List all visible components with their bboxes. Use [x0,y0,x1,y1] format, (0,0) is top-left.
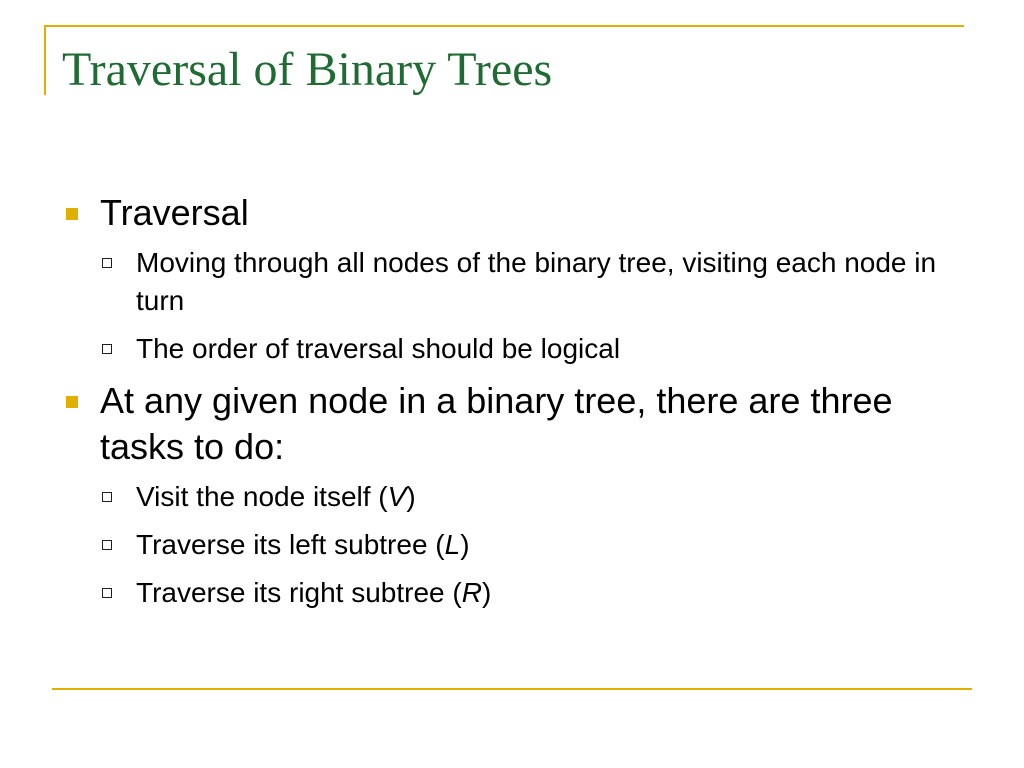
sub-bullet-suffix: ) [406,481,416,512]
sub-bullet-item [62,478,962,516]
sub-bullet-item [62,574,962,612]
sub-bullet-text: The order of traversal should be logical [136,333,621,364]
sub-bullet-suffix: ) [460,529,470,560]
hollow-square-bullet-icon [102,588,112,598]
bullet-item [62,190,962,236]
hollow-square-bullet-icon [102,258,112,268]
bullet-text: Traversal [100,192,249,233]
frame-top-rule [44,25,964,27]
sub-bullet-item [62,244,962,320]
sub-bullet-suffix: ) [481,577,492,608]
slide-content [62,190,962,622]
bullet-text: At any given node in a binary tree, there are three tasks to do: [100,380,893,467]
square-bullet-icon [66,396,78,408]
hollow-square-bullet-icon [102,344,112,354]
sub-bullet-text: Moving through all nodes of the binary tree, visiting each node in turn [136,247,937,316]
sub-bullet-variable: L [444,529,461,560]
sub-bullet-variable: V [387,481,407,512]
sub-bullet-list [62,478,962,612]
frame-bottom-rule [52,688,972,690]
sub-bullet-prefix: Visit the node itself ( [136,481,388,512]
hollow-square-bullet-icon [102,540,112,550]
sub-bullet-list [62,244,962,368]
sub-bullet-item [62,526,962,564]
hollow-square-bullet-icon [102,492,112,502]
sub-bullet-item [62,330,962,368]
slide-title: Traversal of Binary Trees [62,43,553,96]
square-bullet-icon [66,208,78,220]
sub-bullet-prefix: Traverse its right subtree ( [136,577,462,608]
frame-left-rule [44,25,46,95]
bullet-item [62,378,962,470]
sub-bullet-variable: R [461,577,482,608]
sub-bullet-prefix: Traverse its left subtree ( [136,529,445,560]
